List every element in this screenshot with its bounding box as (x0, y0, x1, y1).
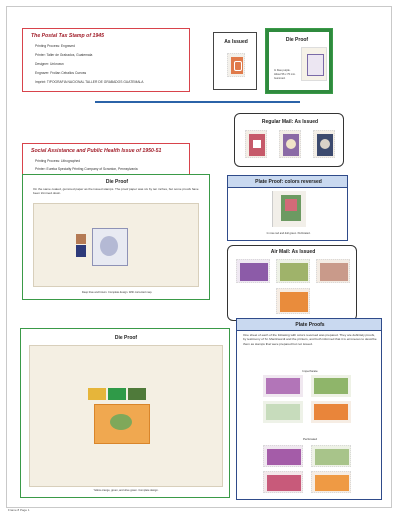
postal-tax-line: Engraver: Froilan Ceballos Cuevas (35, 71, 87, 75)
die-proof-1945-sheet (301, 47, 327, 81)
social-assistance-line: Printer: Eureka Specialty Printing Company of Scranton, Pennsylvania (35, 167, 138, 171)
die-proof-1945-caption: In blue purple. (274, 69, 291, 72)
plate-proof-sheet-corner (272, 191, 306, 227)
air-mail-title: Air Mail: As Issued (270, 249, 316, 255)
imperforate-proof (311, 401, 351, 423)
die-proof-large-box (22, 174, 210, 300)
air-mail-stamp (276, 288, 310, 314)
perforated-proof (311, 445, 351, 467)
regular-stamp (313, 130, 335, 158)
postal-tax-line: Printing Process: Engraved (35, 44, 75, 48)
die-proof-large-caption: Deep blue and brown. Complete design. With corrected map. (81, 291, 153, 294)
postal-tax-title: The Postal Tax Stamp of 1945 (31, 33, 105, 39)
perforated-proof (263, 445, 303, 467)
perforated-label: Perforated (302, 437, 317, 441)
social-assistance-title: Social Assistance and Public Health Issue of 1950-51 (31, 148, 162, 154)
plate-proofs-box (236, 318, 382, 500)
regular-mail-title: Regular Mail: As Issued (261, 119, 319, 125)
imperforate-proof (263, 375, 303, 397)
die-proof-large-sheet (33, 203, 199, 287)
regular-stamp (279, 130, 301, 158)
plate-proofs-title: Plate Proofs (295, 322, 325, 328)
postal-tax-line: Imprint: TIPOGRAFIA NACIONAL TALLER DE GRABADOS GUATEMALA (35, 80, 144, 84)
postal-tax-line: Designer: Unknown (35, 62, 64, 66)
die-proof-air-caption: Yellow orange, green, and olive green. Complete design. (93, 489, 159, 492)
postal-tax-box (22, 28, 190, 92)
die-proof-1945-caption: About 56 x 70 mm. (274, 73, 296, 76)
perforated-proof (311, 471, 351, 493)
die-proof-1945-title: Die Proof (285, 37, 309, 43)
page-footer: Frame 8 Page 1 (8, 508, 30, 512)
as-issued-title: As Issued (224, 39, 248, 45)
plate-proofs-text: One sheet of each of the following with colors reversed was prepared. They are definitely proofs, by testimony of Sr. Marckwordt and the printers, and both informed that it is erroneous to describe them as stamps that were prepared but not issued. (243, 333, 377, 346)
die-proof-air-box (20, 328, 230, 498)
die-proof-large-text: On the same coated, gummed paper as the issued stamps. The proof paper was six by ten inches, but some proofs have been trimmed down. (33, 187, 199, 196)
die-proof-air-title: Die Proof (114, 335, 138, 341)
die-proof-air-sheet (29, 345, 223, 487)
social-assistance-line: Printing Process: Lithographed (35, 159, 81, 163)
regular-stamp (245, 130, 267, 158)
imperforate-label: Imperforate (302, 369, 318, 373)
plate-proof-reversed-title: Plate Proof: colors reversed (255, 179, 322, 185)
imperforate-proof (263, 401, 303, 423)
air-mail-stamp (316, 259, 350, 283)
die-proof-1945-box (265, 28, 333, 94)
plate-proof-reversed-box (227, 175, 348, 241)
air-mail-stamp (276, 259, 310, 283)
perforated-proof (263, 471, 303, 493)
regular-mail-box (234, 113, 344, 167)
postal-tax-line: Printer: Taller de Grabados, Guatemala (35, 53, 93, 57)
plate-proof-reversed-caption: In rose red and dull green. Perforated. (266, 232, 311, 235)
as-issued-box (213, 32, 257, 90)
imperforate-proof (311, 375, 351, 397)
die-proof-large-title: Die Proof (105, 179, 129, 185)
die-proof-1945-caption: Gummed. (274, 77, 286, 80)
air-mail-stamp (236, 259, 270, 283)
postal-tax-stamp (227, 53, 245, 77)
air-mail-box (227, 245, 357, 321)
section-divider (95, 101, 300, 103)
